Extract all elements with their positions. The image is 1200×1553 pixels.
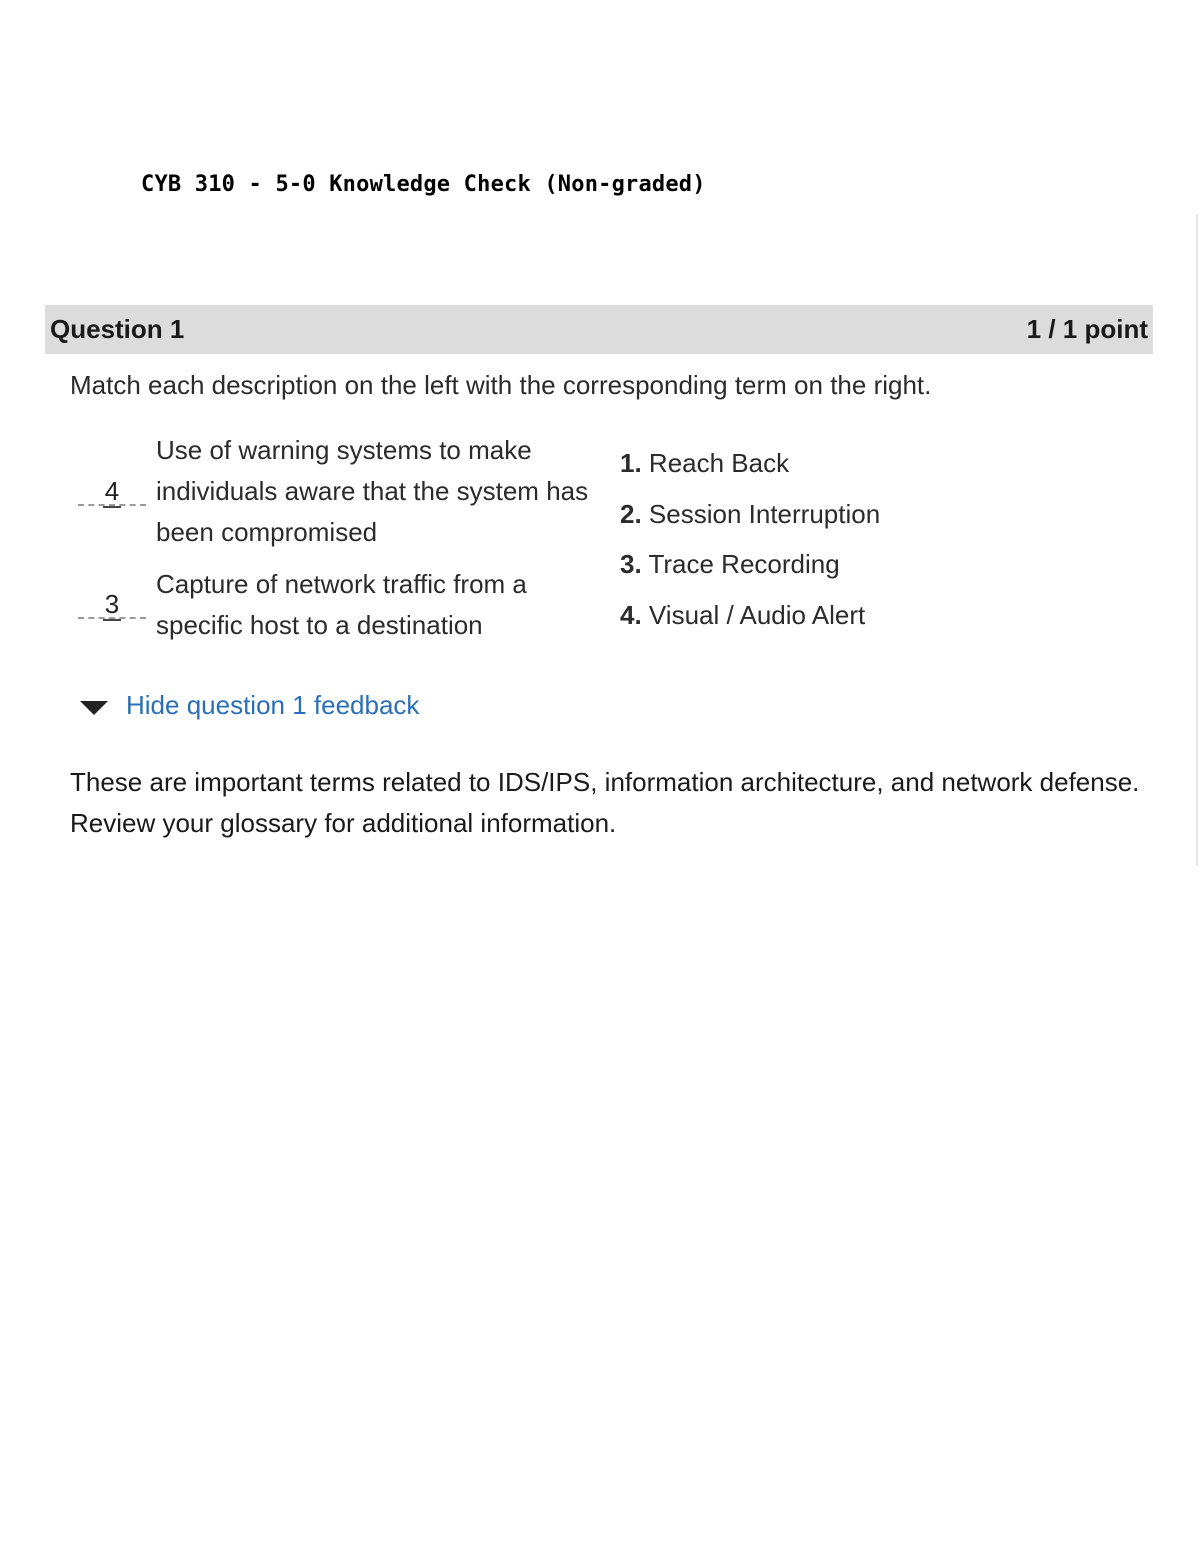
term-label: Reach Back: [648, 448, 790, 478]
answer-slot-2[interactable]: [78, 589, 146, 621]
term-item: [620, 491, 880, 542]
term-number: 3.: [620, 549, 642, 579]
term-item: [620, 592, 880, 643]
match-row-2: [78, 564, 596, 646]
term-label: Trace Recording: [648, 549, 840, 579]
answer-slot-1[interactable]: [78, 476, 146, 508]
term-number: 4.: [620, 599, 642, 630]
term-label: Session Interruption: [648, 498, 881, 529]
term-item: [620, 541, 880, 592]
term-item: [620, 440, 880, 491]
feedback-text: These are important terms related to IDS/IPS, information architecture, and network defense. Review your glossary for additional information.: [70, 767, 1140, 838]
question-score: 1 / 1 point: [1026, 314, 1148, 344]
question-prompt: Match each description on the left with the corresponding term on the right.: [70, 370, 932, 400]
caret-down-icon: [80, 701, 108, 715]
term-number: 2.: [620, 498, 642, 529]
feedback-toggle-label: Hide question 1 feedback: [126, 690, 420, 720]
term-list: [620, 440, 880, 642]
term-label: Visual / Audio Alert: [648, 599, 866, 630]
question-header: [45, 305, 1153, 354]
answer-value-1: 4: [104, 475, 120, 506]
question-label: Question 1: [50, 314, 185, 344]
page-edge-divider: [1196, 215, 1198, 865]
term-number: 1.: [620, 448, 642, 478]
match-description-2: Capture of network traffic from a specific host to a destination: [156, 569, 527, 640]
answer-value-2: 3: [104, 589, 120, 619]
document-title: CYB 310 - 5-0 Knowledge Check (Non-graded): [141, 172, 706, 197]
match-row-1: [78, 430, 596, 553]
match-description-1: Use of warning systems to make individuals aware that the system has been compromised: [156, 435, 589, 547]
hide-feedback-toggle[interactable]: [80, 690, 419, 721]
